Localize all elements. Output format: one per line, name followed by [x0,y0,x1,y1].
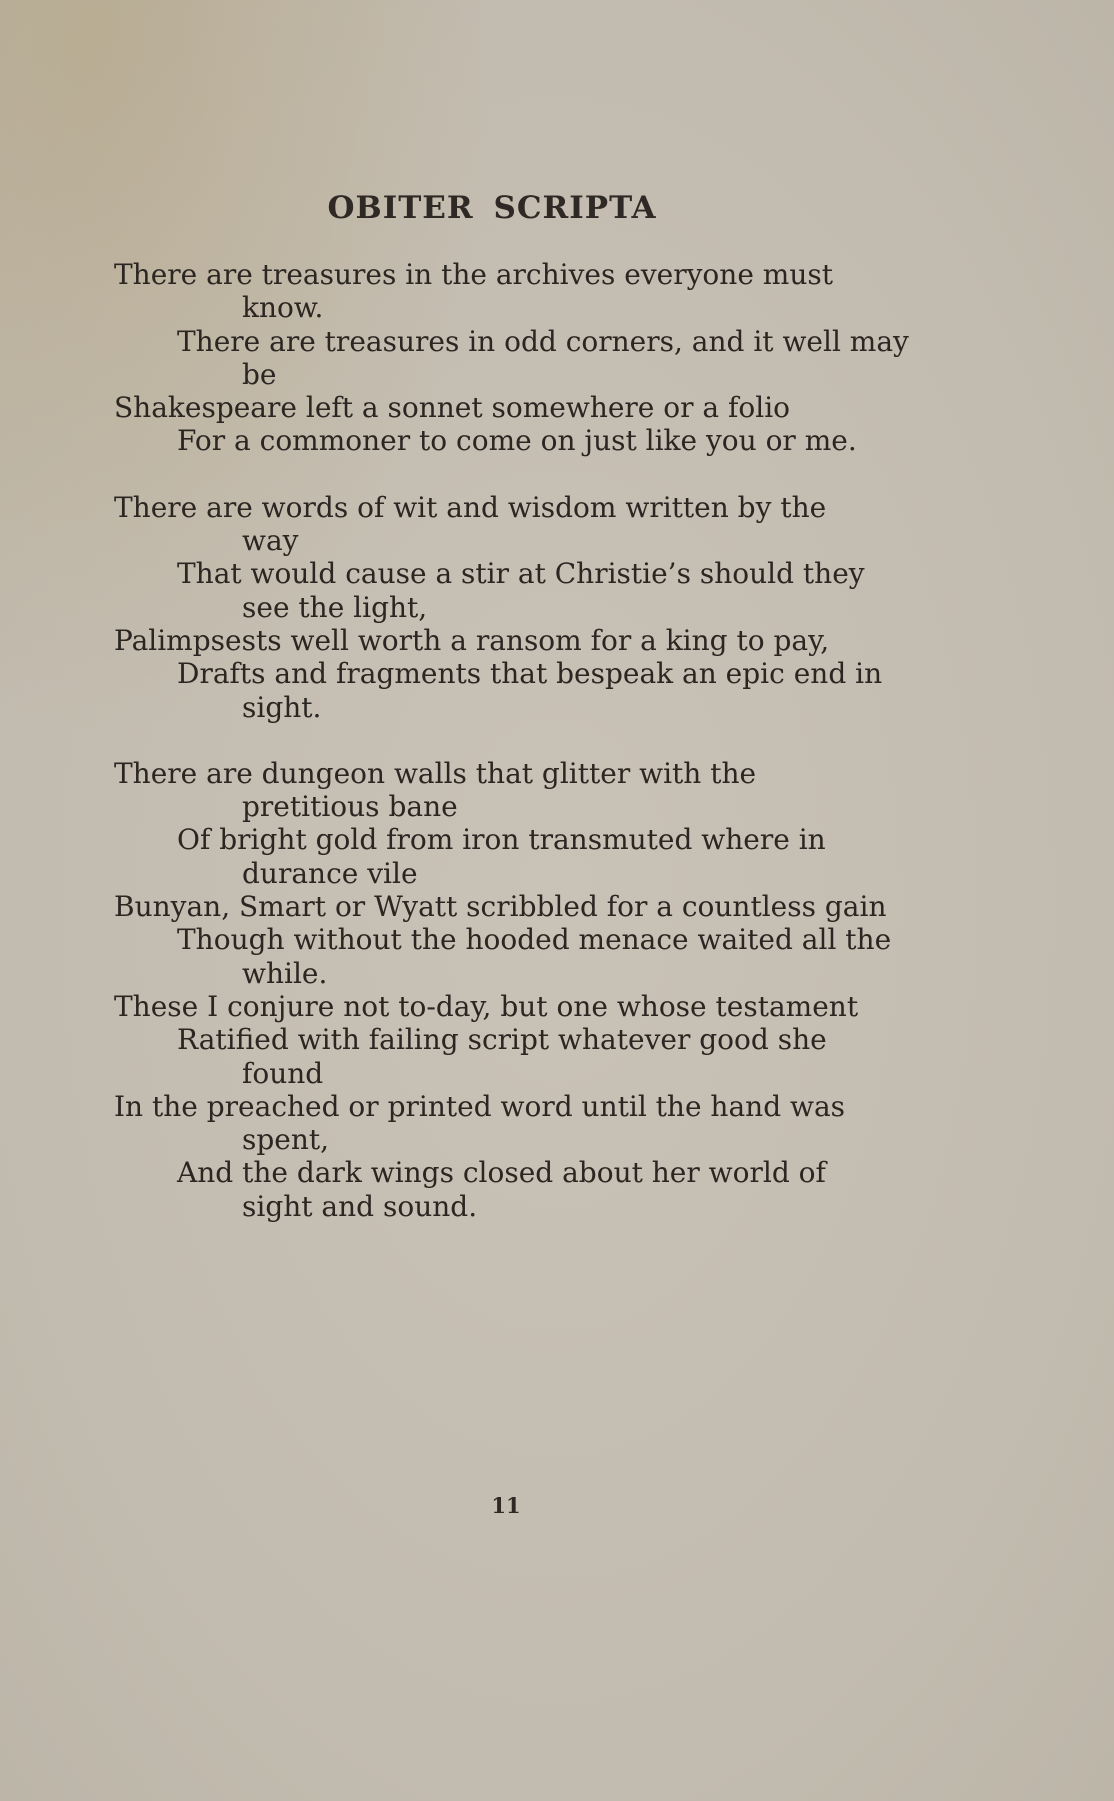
stanza [114,491,894,724]
page-title: OBITER SCRIPTA [327,190,657,226]
poem-line: And the dark wings closed about her world of [177,1156,826,1190]
poem-line: Ratified with failing script whatever good she [177,1023,827,1057]
poem-line: Of bright gold from iron transmuted where in [177,823,826,857]
poem-line: These I conjure not to-day, but one whose testament [114,989,859,1023]
poem-line: There are treasures in odd corners, and it well may [177,324,909,358]
poem-line: There are treasures in the archives everyone must [114,258,833,291]
poem-line: Though without the hooded menace waited all the [177,923,892,957]
poem-line: sight and sound. [242,1189,478,1223]
poem-line: while. [242,956,328,990]
poem-line: There are words of wit and wisdom written by the [114,490,827,524]
stanza [114,757,894,1223]
stanza [114,258,909,458]
poem-line: In the preached or printed word until the hand was [114,1089,846,1123]
poem-line: sight. [242,690,322,724]
poem-line: know. [242,291,324,325]
page-number: 11 [491,1493,521,1518]
poem-line: found [242,1056,324,1090]
poem-line: Shakespeare left a sonnet somewhere or a folio [114,391,791,425]
poem-line: Bunyan, Smart or Wyatt scribbled for a countless gain [114,890,887,924]
poem-line: There are dungeon walls that glitter with the [114,756,757,790]
poem-line: spent, [242,1123,330,1157]
poem-line: durance vile [242,856,418,890]
poem-line: Palimpsests well worth a ransom for a king to pay, [114,623,830,657]
poem-line: way [242,524,299,558]
poem-line: pretitious bane [242,790,458,824]
poem-line: That would cause a stir at Christie’s should they [177,557,865,591]
poem-line: see the light, [242,590,428,624]
poem-line: For a commoner to come on just like you or me. [177,424,857,458]
poem-line: Drafts and fragments that bespeak an epic end in [177,657,883,691]
poem-line: be [242,357,277,391]
poem [114,258,909,1223]
